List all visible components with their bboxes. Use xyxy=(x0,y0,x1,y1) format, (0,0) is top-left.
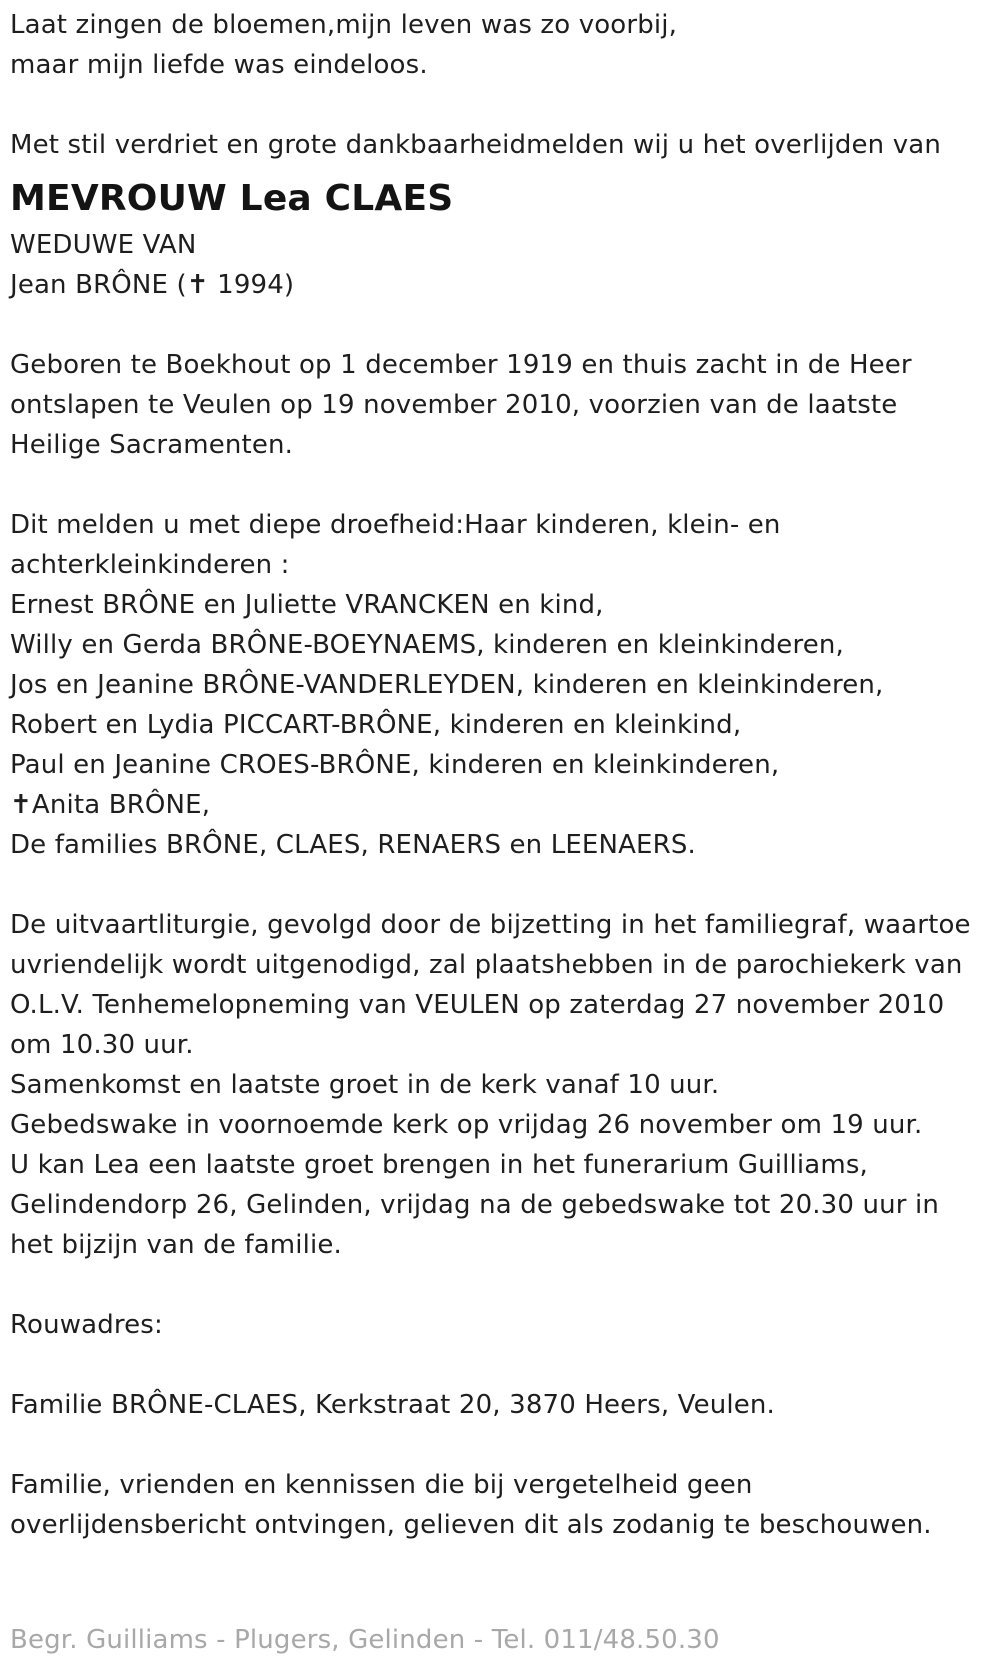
announcer-line: achterkleinkinderen : xyxy=(10,550,290,580)
announcers-list xyxy=(10,505,990,865)
paragraph-line: Geboren te Boekhout op 1 december 1919 en thuis zacht in de Heer xyxy=(10,350,912,380)
ceremony-line: om 10.30 uur. xyxy=(10,1030,194,1060)
birth-death-paragraph xyxy=(10,345,990,465)
announcer-line: Robert en Lydia PICCART-BRÔNE, kinderen en kleinkind, xyxy=(10,710,742,740)
ceremony-line: De uitvaartliturgie, gevolgd door de bijzetting in het familiegraf, waartoe xyxy=(10,910,971,940)
ceremony-line: O.L.V. Tenhemelopneming van VEULEN op zaterdag 27 november 2010 xyxy=(10,990,945,1020)
notice-paragraph xyxy=(10,1465,990,1545)
ceremony-line: uvriendelijk wordt uitgenodigd, zal plaatshebben in de parochiekerk van xyxy=(10,950,963,980)
deceased-name: MEVROUW Lea CLAES xyxy=(10,178,454,219)
paragraph-line: Heilige Sacramenten. xyxy=(10,430,294,460)
ceremony-line: Gebedswake in voornoemde kerk op vrijdag 26 november om 19 uur. xyxy=(10,1110,923,1140)
announcer-line: Dit melden u met diepe droefheid:Haar kinderen, klein- en xyxy=(10,510,781,540)
address-label: Rouwadres: xyxy=(10,1310,163,1340)
poem-line: maar mijn liefde was eindeloos. xyxy=(10,50,428,80)
announcer-line: De families BRÔNE, CLAES, RENAERS en LEENAERS. xyxy=(10,830,696,860)
notice-line: Familie, vrienden en kennissen die bij vergetelheid geen xyxy=(10,1470,753,1500)
funeral-home-footer: Begr. Guilliams - Plugers, Gelinden - Tel. 011/48.50.30 xyxy=(10,1625,720,1655)
ceremony-line: U kan Lea een laatste groet brengen in het funerarium Guilliams, xyxy=(10,1150,868,1180)
announcer-line: Paul en Jeanine CROES-BRÔNE, kinderen en kleinkinderen, xyxy=(10,750,780,780)
mourning-address: Familie BRÔNE-CLAES, Kerkstraat 20, 3870 Heers, Veulen. xyxy=(10,1390,775,1420)
poem xyxy=(10,5,990,85)
paragraph-line: ontslapen te Veulen op 19 november 2010, voorzien van de laatste xyxy=(10,390,898,420)
deceased-spouse: Jean BRÔNE (✝ 1994) xyxy=(10,270,295,300)
notice-line: overlijdensbericht ontvingen, gelieven dit als zodanig te beschouwen. xyxy=(10,1510,932,1540)
deceased-status: WEDUWE VAN xyxy=(10,230,197,260)
announcer-line: ✝Anita BRÔNE, xyxy=(10,790,211,820)
poem-line: Laat zingen de bloemen,mijn leven was zo voorbij, xyxy=(10,10,678,40)
announcer-line: Willy en Gerda BRÔNE-BOEYNAEMS, kinderen en kleinkinderen, xyxy=(10,630,844,660)
ceremony-paragraph xyxy=(10,905,990,1265)
announcer-line: Ernest BRÔNE en Juliette VRANCKEN en kind, xyxy=(10,590,604,620)
ceremony-line: het bijzijn van de familie. xyxy=(10,1230,342,1260)
announcer-line: Jos en Jeanine BRÔNE-VANDERLEYDEN, kinderen en kleinkinderen, xyxy=(10,670,884,700)
intro-text: Met stil verdriet en grote dankbaarheidmelden wij u het overlijden van xyxy=(10,130,941,160)
ceremony-line: Samenkomst en laatste groet in de kerk vanaf 10 uur. xyxy=(10,1070,720,1100)
ceremony-line: Gelindendorp 26, Gelinden, vrijdag na de gebedswake tot 20.30 uur in xyxy=(10,1190,939,1220)
